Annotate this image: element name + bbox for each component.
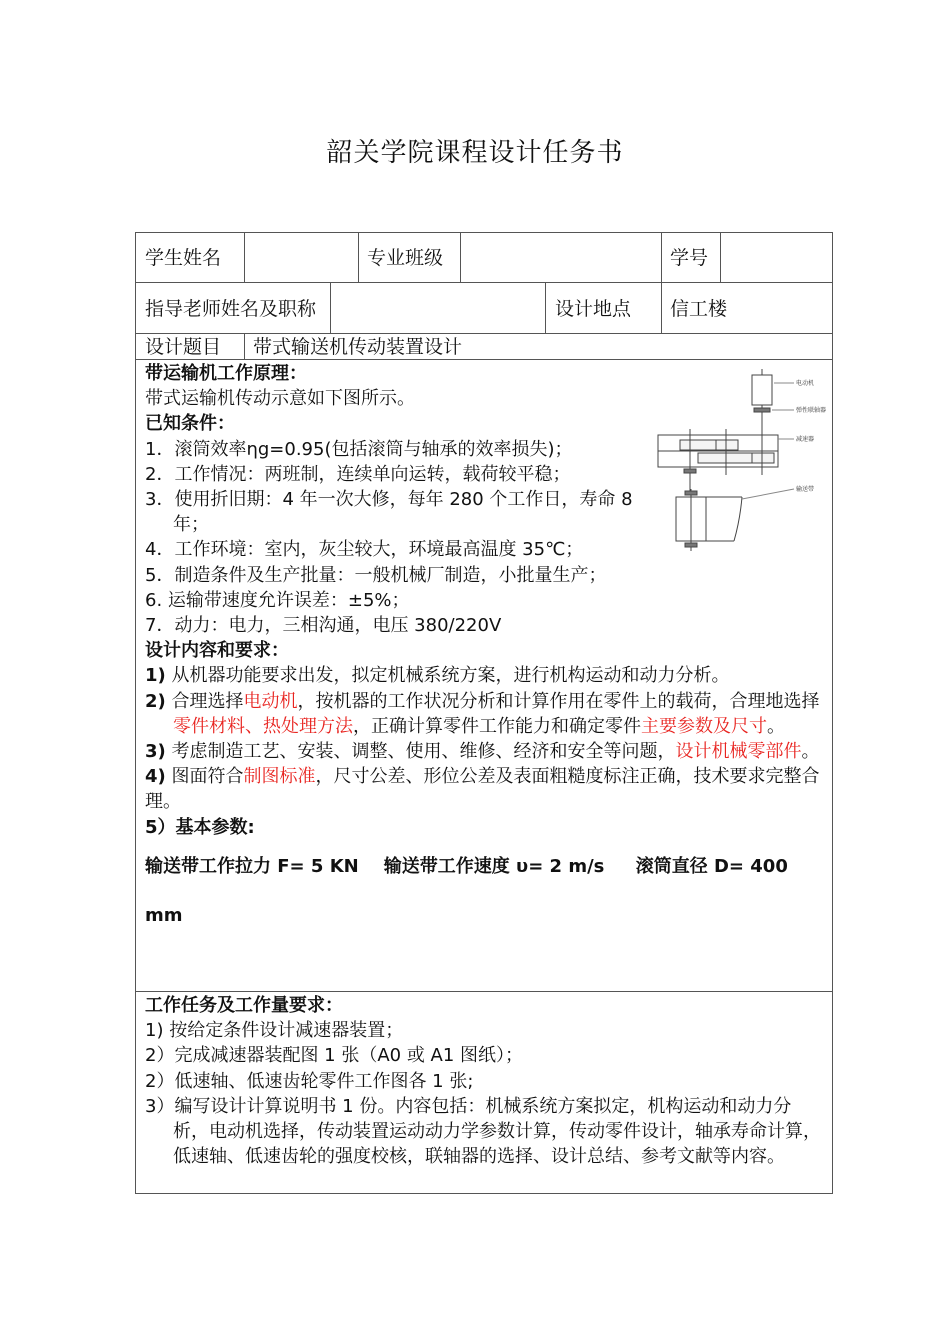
requirement-text: 图面符合 [171,766,244,788]
requirement-text: ，按机器的工作状况分析和计算作用在零件上的载荷，合理地选择 [297,690,820,712]
highlight-text: 电动机 [243,690,298,712]
task-item: 2）低速轴、低速齿轮零件工作图各 1 张; [145,1070,474,1092]
motor-shape [752,375,772,405]
requirement-number: 2) [145,690,166,712]
col-divider [244,232,245,282]
requirement-item [145,739,825,764]
col-divider [661,232,662,282]
condition-item: 2．工作情况：两班制，连续单向运转，载荷较平稳； [145,463,571,485]
document-title: 韶关学院课程设计任务书 [326,138,624,168]
col-divider [330,282,331,333]
principle-desc: 带式运输机传动示意如下图所示。 [145,388,415,410]
principle-heading: 带运输机工作原理： [145,363,307,384]
requirement-text: ，尺寸公差、形位公差及表面粗糙度标注正确，技术要求完整合理。 [145,766,820,813]
basic-params-heading: 5）基本参数: [145,816,255,838]
highlight-text: 制图标准 [243,766,316,788]
major-class-label: 专业班级 [367,247,444,269]
task-item: 3）编写设计计算说明书 1 份。内容包括：机械系统方案拟定，机构运动和动力分析，电动机选择，传动装置运动动力学参数计算，传动零件设计，轴承寿命计算，低速轴、低速齿轮的强度校核，联轴器的选择、设计总结、参考文献等内容。 [145,1095,821,1168]
row-divider [135,282,833,283]
topic-value: 带式输送机传动装置设计 [253,336,463,358]
location-label: 设计地点 [555,298,632,320]
condition-item: 6. 运输带速度允许误差：±5%； [145,589,410,611]
row-divider [135,991,833,992]
condition-item: 7．动力：电力，三相沟通，电压 380/220V [145,615,502,637]
diagram-label-belt: 输送带 [796,487,815,493]
requirement-item [145,663,825,688]
condition-item: 3．使用折旧期：4 年一次大修，每年 280 个工作日，寿命 8 年； [145,489,633,536]
highlight-text: 主要参数及尺寸 [641,715,767,737]
requirement-text: 。 [767,715,785,737]
task-item: 2）完成减速器装配图 1 张（A0 或 A1 图纸）； [145,1045,524,1067]
condition-item: 4．工作环境：室内，灰尘较大，环境最高温度 35℃； [145,539,584,561]
diagram-label-coupling: 弹性联轴器 [796,408,826,414]
highlight-text: 设计机械零部件 [675,741,802,763]
task-item: 1) 按给定条件设计减速器装置； [145,1020,404,1042]
highlight-text: 零件材料、热处理方法 [173,715,353,737]
requirement-number: 4) [145,766,166,788]
requirement-item [145,764,825,814]
requirement-item [145,689,825,739]
condition-item: 5．制造条件及生产批量：一般机械厂制造，小批量生产； [145,564,607,586]
col-divider [720,232,721,282]
col-divider [460,232,461,282]
row-divider [135,359,833,360]
known-conditions-heading: 已知条件： [145,413,235,435]
student-name-label: 学生姓名 [145,247,222,269]
diagram-label-motor: 电动机 [796,381,815,387]
condition-item: 1．滚筒效率ηg=0.95(包括滚筒与轴承的效率损失)； [145,438,573,460]
col-divider [358,232,359,282]
tasks-section [145,993,827,1169]
requirement-number: 1) [145,665,166,687]
requirement-text: 考虑制造工艺、安装、调整、使用、维修、经济和安全等问题， [171,741,676,763]
diagram-label-reducer: 减速器 [796,437,815,443]
requirement-text: 。 [801,741,820,763]
requirement-text: 从机器功能要求出发，拟定机械系统方案，进行机构运动和动力分析。 [171,665,730,687]
location-value: 信工楼 [670,298,728,320]
student-id-label: 学号 [670,247,709,269]
requirement-text: ，正确计算零件工作能力和确定零件 [353,715,641,737]
col-divider [244,333,245,359]
row-divider [135,333,833,334]
tasks-heading: 工作任务及工作量要求： [145,995,343,1016]
col-divider [661,282,662,333]
col-divider [545,282,546,333]
requirements-heading: 设计内容和要求： [145,640,289,662]
basic-params-line: 输送带工作拉力 F= 5 KN 输送带工作速度 υ= 2 m/s 滚筒直径 D= 400 [145,855,788,877]
belt-conveyor-diagram [650,365,826,555]
advisor-label: 指导老师姓名及职称 [145,298,317,320]
topic-label: 设计题目 [145,336,222,358]
basic-params-unit: mm [145,905,183,927]
requirement-number: 3) [145,741,166,763]
requirement-text: 合理选择 [171,690,244,712]
